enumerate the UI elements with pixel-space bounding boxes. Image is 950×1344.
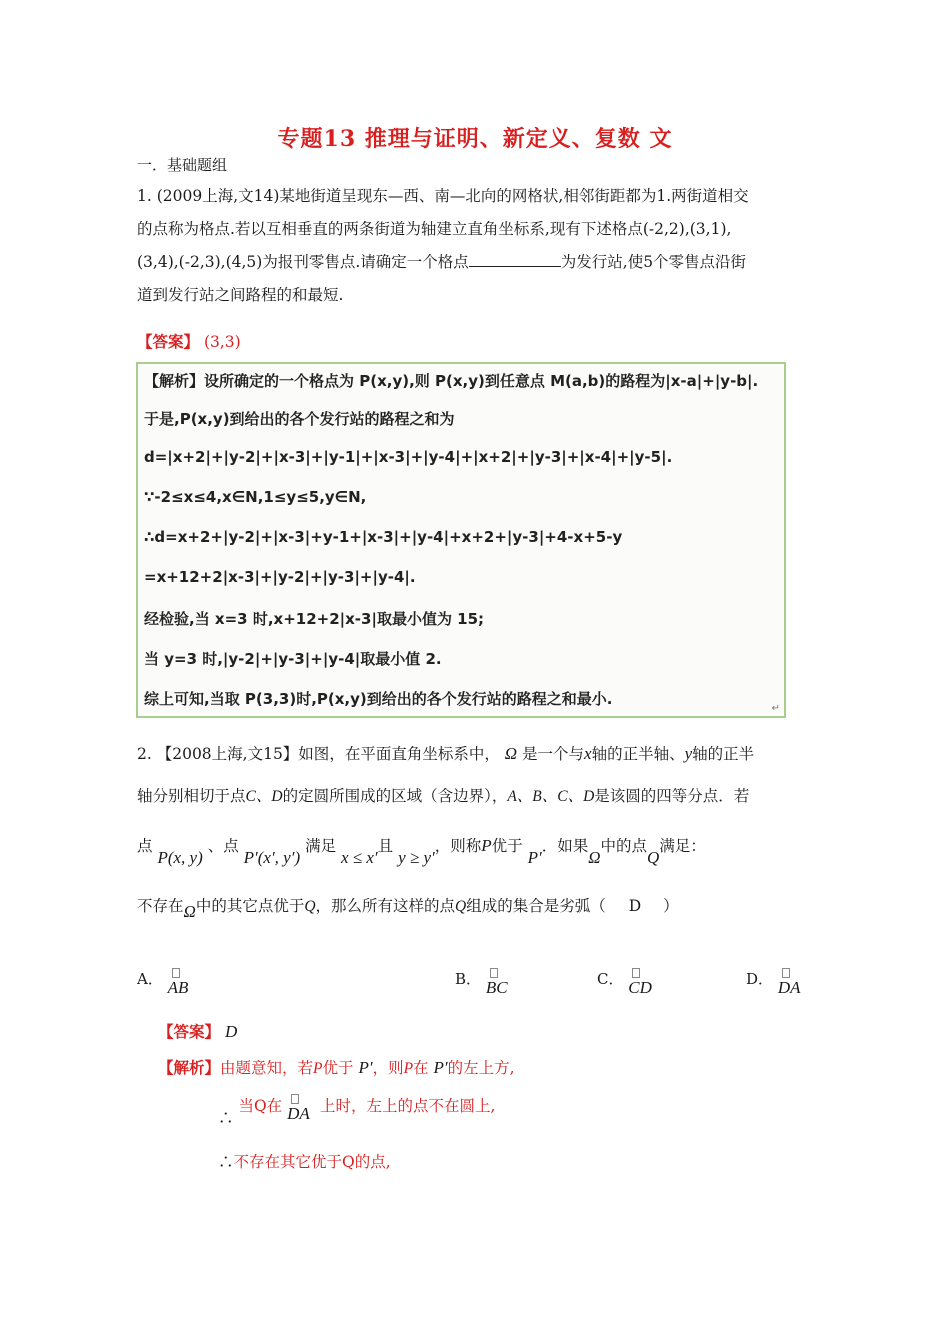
return-mark-icon: ↵ xyxy=(771,703,780,714)
q2-l1d: 轴的正半 xyxy=(692,745,755,763)
q2-analysis-line-3 xyxy=(218,1150,391,1172)
q2-analysis-label: 【解析】 xyxy=(158,1058,221,1077)
q2-an1a: 由题意知，若 xyxy=(220,1059,314,1077)
condition-y: y ≥ y′ xyxy=(398,848,435,867)
arc-glyph-icon xyxy=(632,968,640,978)
point-p: P(x, y) xyxy=(157,848,203,867)
q2-l2a: 轴分别相切于点 xyxy=(137,787,246,805)
q2-an3: 不存在其它优于Q的点, xyxy=(233,1153,391,1171)
q1-line-3 xyxy=(137,246,817,279)
q2-answer-value: D xyxy=(224,1022,238,1041)
q2-l4a: 不存在 xyxy=(137,897,184,915)
arc-bc xyxy=(486,968,514,998)
q2-an1e: ，则 xyxy=(372,1059,404,1077)
analysis-line-4: ∵-2≤x≤4,x∈N,1≤y≤5,y∈N, xyxy=(144,488,367,506)
q2-l2e: 是该圆的四等分点．若 xyxy=(594,787,750,805)
option-b-label: B． xyxy=(455,970,482,988)
q2-line-1 xyxy=(137,742,754,764)
q1-answer-label: 【答案】 xyxy=(137,332,200,351)
q2-l4f: 组成的集合是劣弧（ xyxy=(466,897,606,915)
q2-an1i: 的左上方, xyxy=(447,1059,515,1077)
arc-da xyxy=(778,968,806,998)
analysis-line-5: ∴d=x+2+|y-2|+|x-3|+y-1+|x-3|+|y-4|+x+2+|y-3|+4-x+5-y xyxy=(144,528,623,546)
q2-answer-choice: D xyxy=(628,897,642,915)
x-symbol: x xyxy=(584,744,592,763)
q2-an1f: P xyxy=(403,1060,414,1077)
q2-line-4 xyxy=(137,894,679,921)
q2-l4h: ） xyxy=(663,897,679,915)
q2-line-2 xyxy=(137,784,749,806)
y-symbol: y xyxy=(684,744,693,763)
omega-symbol: Ω xyxy=(504,744,518,763)
q2-answer-label: 【答案】 xyxy=(158,1022,221,1041)
therefore-symbol: ∴ xyxy=(218,1109,234,1127)
q2-an1h: P′ xyxy=(433,1058,448,1077)
section-heading: 一．基础题组 xyxy=(137,156,228,174)
question-1 xyxy=(137,180,817,312)
q1-line-1: 1. (2009上海,文14)某地街道呈现东—西、南—北向的网格状,相邻街距都为1.两街道相交 xyxy=(137,187,749,205)
q1-line-3a: (3,4),(-2,3),(4,5)为报刊零售点.请确定一个格点 xyxy=(137,253,469,271)
option-a[interactable] xyxy=(137,968,196,998)
q2-answer xyxy=(158,1020,237,1042)
q2-l3h: 中的点 xyxy=(600,837,648,855)
arc-ab-label: AB xyxy=(167,978,189,997)
therefore-symbol-2: ∴ xyxy=(218,1153,234,1171)
analysis-line-2: 于是,P(x,y)到给出的各个发行站的路程之和为 xyxy=(144,410,455,428)
arc-ab xyxy=(168,968,196,998)
analysis-line-1: 【解析】设所确定的一个格点为 P(x,y),则 P(x,y)到任意点 M(a,b)的路程为|x-a|+|y-b|. xyxy=(144,372,759,390)
option-a-label: A． xyxy=(137,970,163,988)
q1-line-3b: 为发行站,使5个零售点沿街 xyxy=(560,253,747,271)
option-d-label: D． xyxy=(746,970,774,988)
q2-l4b: 中的其它点优于 xyxy=(195,897,305,915)
p-prime-symbol: P′ xyxy=(527,848,542,867)
analysis-line-3: d=|x+2|+|y-2|+|x-3|+|y-1|+|x-3|+|y-4|+|x+2|+|y-3|+|x-4|+|y-5|. xyxy=(144,448,673,466)
q2-l2d: A、B、C、D xyxy=(507,788,595,805)
analysis-line-7: 经检验,当 x=3 时,x+12+2|x-3|取最小值为 15; xyxy=(144,610,485,628)
q2-l1a: 2. 【2008上海,文15】如图，在平面直角坐标系中， xyxy=(137,745,500,763)
q2-an1b: P xyxy=(313,1060,323,1077)
condition-x: x ≤ x′ xyxy=(341,848,378,867)
q2-l1b: 是一个与 xyxy=(522,745,585,763)
arc-glyph-icon xyxy=(490,968,498,978)
option-b[interactable] xyxy=(455,968,514,998)
q2-l1c: 轴的正半轴、 xyxy=(591,745,685,763)
q2-l3a: 点 xyxy=(137,837,153,855)
q2-l3f: 优于 xyxy=(491,837,523,855)
q2-analysis-line-2 xyxy=(218,1094,496,1127)
q2-l2c: 的定圆所围成的区域（含边界）， xyxy=(282,787,508,805)
q2-l4d: ，那么所有这样的点 xyxy=(315,897,456,915)
option-c-label: C． xyxy=(597,970,624,988)
q2-l3c: 满足 xyxy=(305,837,337,855)
arc-da-inline xyxy=(287,1094,315,1124)
omega-symbol-3: Ω xyxy=(183,902,196,921)
q2-l3b: 、点 xyxy=(207,837,239,855)
q2-l3d: 且 xyxy=(377,837,394,855)
arc-glyph-icon xyxy=(291,1094,299,1104)
q1-line-4: 道到发行站之间路程的和最短. xyxy=(137,286,344,304)
omega-symbol-2: Ω xyxy=(588,848,601,867)
point-p-prime: P′(x′, y′) xyxy=(243,848,301,867)
arc-da-inline-label: DA xyxy=(287,1104,310,1123)
arc-cd-label: CD xyxy=(628,978,652,997)
q2-l4e: Q xyxy=(455,898,467,915)
q2-an1c: 优于 xyxy=(322,1059,354,1077)
arc-da-label: DA xyxy=(777,978,801,997)
analysis-box xyxy=(136,362,786,718)
q2-line-3 xyxy=(137,834,706,867)
page-title: 专题13 推理与证明、新定义、复数 文 xyxy=(277,126,673,152)
arc-glyph-icon xyxy=(172,968,180,978)
arc-bc-label: BC xyxy=(485,978,508,997)
q2-l2b: C、D xyxy=(245,788,283,805)
q2-an2a: 当Q在 xyxy=(238,1097,283,1115)
analysis-line-9: 综上可知,当取 P(3,3)时,P(x,y)到给出的各个发行站的路程之和最小. xyxy=(144,690,613,708)
option-d[interactable] xyxy=(746,968,806,998)
q2-l3i: 满足： xyxy=(659,837,706,855)
analysis-line-6: =x+12+2|x-3|+|y-2|+|y-3|+|y-4|. xyxy=(144,568,416,586)
q1-answer-value: (3,3) xyxy=(203,333,241,351)
q2-an2b: 上时，左上的点不在圆上, xyxy=(320,1097,496,1115)
q2-l3g: ．如果 xyxy=(541,837,589,855)
q2-an1g: 在 xyxy=(413,1059,429,1077)
option-c[interactable] xyxy=(597,968,656,998)
p-symbol: P xyxy=(481,836,492,855)
arc-cd xyxy=(628,968,656,998)
arc-glyph-icon xyxy=(782,968,790,978)
q2-l3e: ，则称 xyxy=(434,837,482,855)
q2-l4c: Q xyxy=(304,898,316,915)
q1-blank xyxy=(469,248,561,267)
q2-an1d: P′ xyxy=(358,1058,373,1077)
q2-analysis-line-1 xyxy=(158,1056,515,1078)
q1-answer xyxy=(137,330,241,352)
q1-line-2: 的点称为格点.若以互相垂直的两条街道为轴建立直角坐标系,现有下述格点(-2,2),(3,1), xyxy=(137,220,732,238)
analysis-line-8: 当 y=3 时,|y-2|+|y-3|+|y-4|取最小值 2. xyxy=(144,650,442,668)
q-symbol: Q xyxy=(647,848,660,867)
